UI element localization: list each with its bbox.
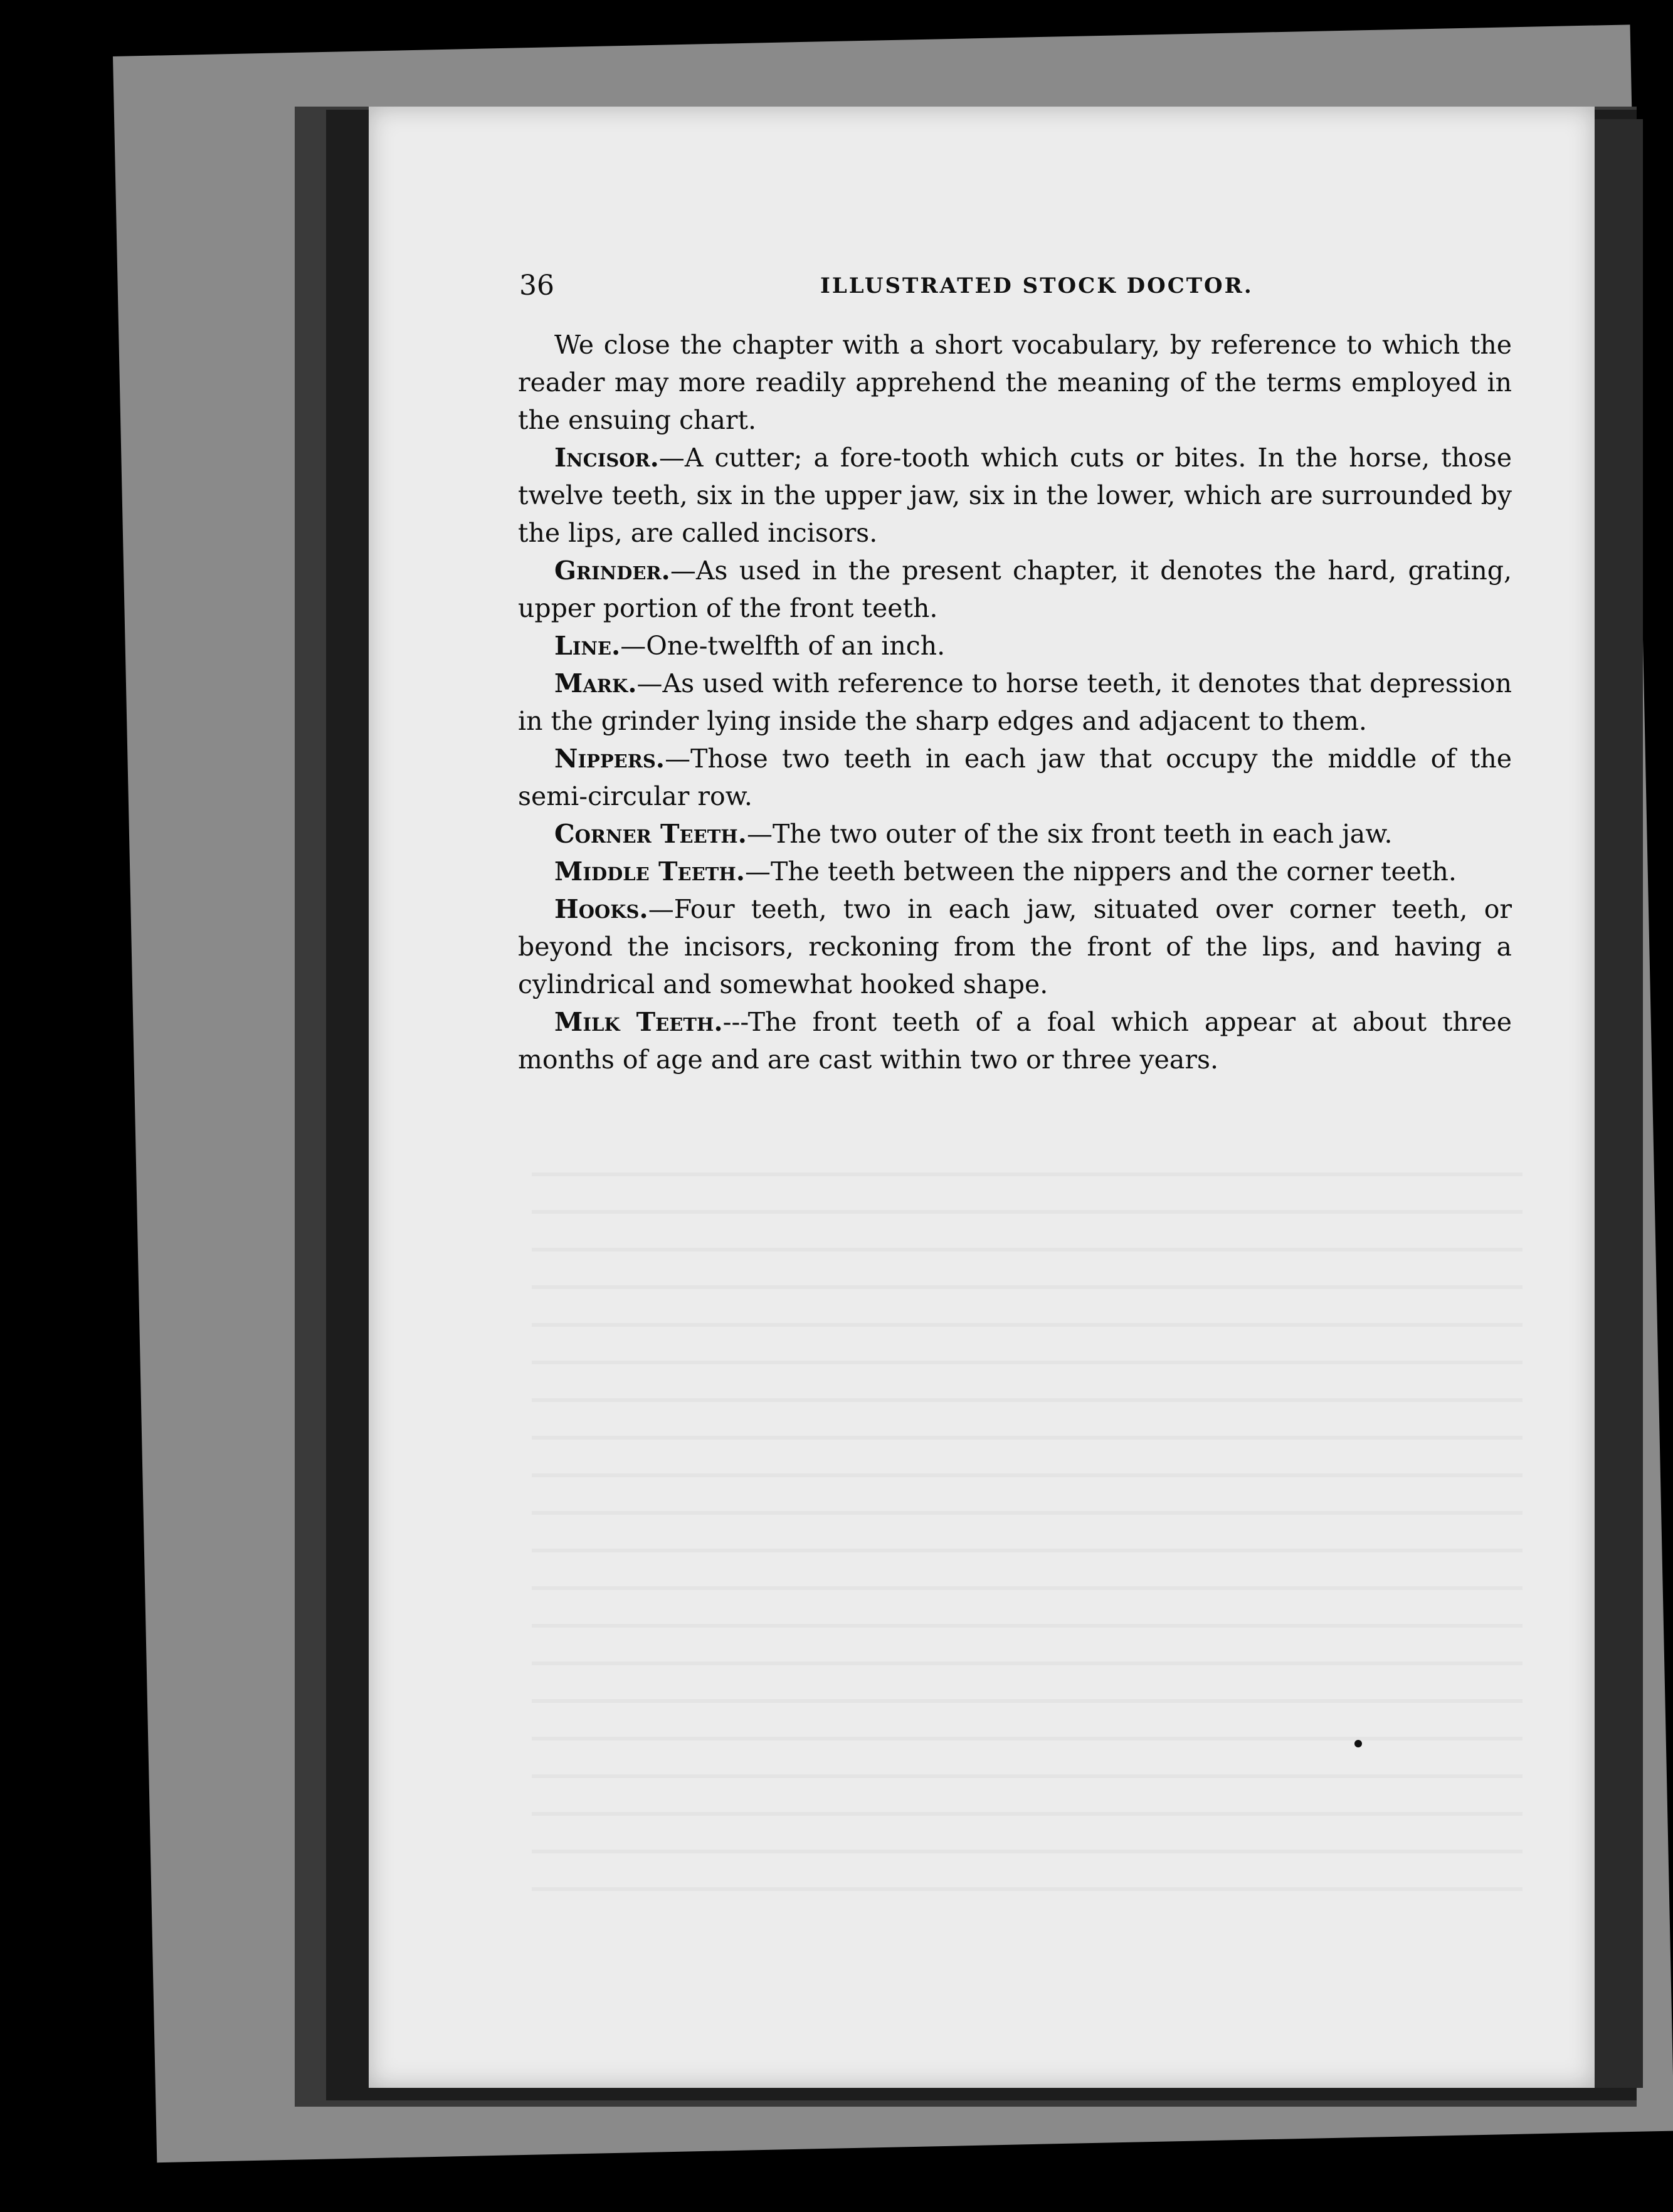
book-page	[369, 107, 1595, 2088]
definition-text: —The teeth between the nippers and the corner teeth.	[745, 856, 1457, 887]
definition-grinder	[518, 552, 1512, 627]
definition-line	[518, 627, 1512, 665]
term: Line.	[554, 631, 621, 661]
ink-speck	[1354, 1740, 1362, 1747]
running-head	[369, 270, 1595, 307]
definition-nippers	[518, 740, 1512, 815]
term: Milk Teeth.	[554, 1007, 723, 1037]
definition-text: —As used with reference to horse teeth, it denotes that depression in the grinder lying inside the sharp edges and adjacent to them.	[518, 668, 1512, 736]
definition-text: ---The front teeth of a foal which appear at about three months of age and are cast within two or three years.	[518, 1007, 1512, 1075]
paragraph-text: We close the chapter with a short vocabulary, by reference to which the reader may more readily apprehend the meaning of the terms employed in the ensuing chart.	[518, 330, 1512, 435]
term: Incisor.	[554, 443, 659, 473]
body-text	[518, 326, 1512, 1078]
definition-text: —Four teeth, two in each jaw, situated over corner teeth, or beyond the incisors, reckoning from the front of the lips, and having a cylindrical and somewhat hooked shape.	[518, 894, 1512, 999]
definition-text: —The two outer of the six front teeth in each jaw.	[746, 819, 1393, 849]
definition-text: —Those two teeth in each jaw that occupy the middle of the semi-circular row.	[518, 744, 1512, 811]
page-number: 36	[519, 270, 554, 302]
definition-mark	[518, 665, 1512, 740]
term: Nippers.	[554, 744, 665, 774]
paragraph-intro	[518, 326, 1512, 439]
definition-text: —A cutter; a fore-tooth which cuts or bites. In the horse, those twelve teeth, six in the upper jaw, six in the lower, which are surrounded by the lips, are called incisors.	[518, 443, 1512, 548]
term: Middle Teeth.	[554, 856, 745, 887]
term: Hooks.	[554, 894, 648, 924]
definition-text: —One-twelfth of an inch.	[620, 631, 946, 661]
definition-corner-teeth	[518, 815, 1512, 853]
definition-incisor	[518, 439, 1512, 552]
definition-milk-teeth	[518, 1003, 1512, 1078]
term: Corner Teeth.	[554, 819, 747, 849]
term: Grinder.	[554, 556, 670, 586]
running-title: ILLUSTRATED STOCK DOCTOR.	[820, 273, 1253, 298]
page-right-edge	[1593, 119, 1643, 2088]
definition-hooks	[518, 890, 1512, 1003]
term: Mark.	[554, 668, 637, 698]
definition-text: —As used in the present chapter, it denotes the hard, grating, upper portion of the front teeth.	[518, 556, 1512, 623]
show-through-bleed	[532, 1172, 1523, 1925]
definition-middle-teeth	[518, 853, 1512, 890]
